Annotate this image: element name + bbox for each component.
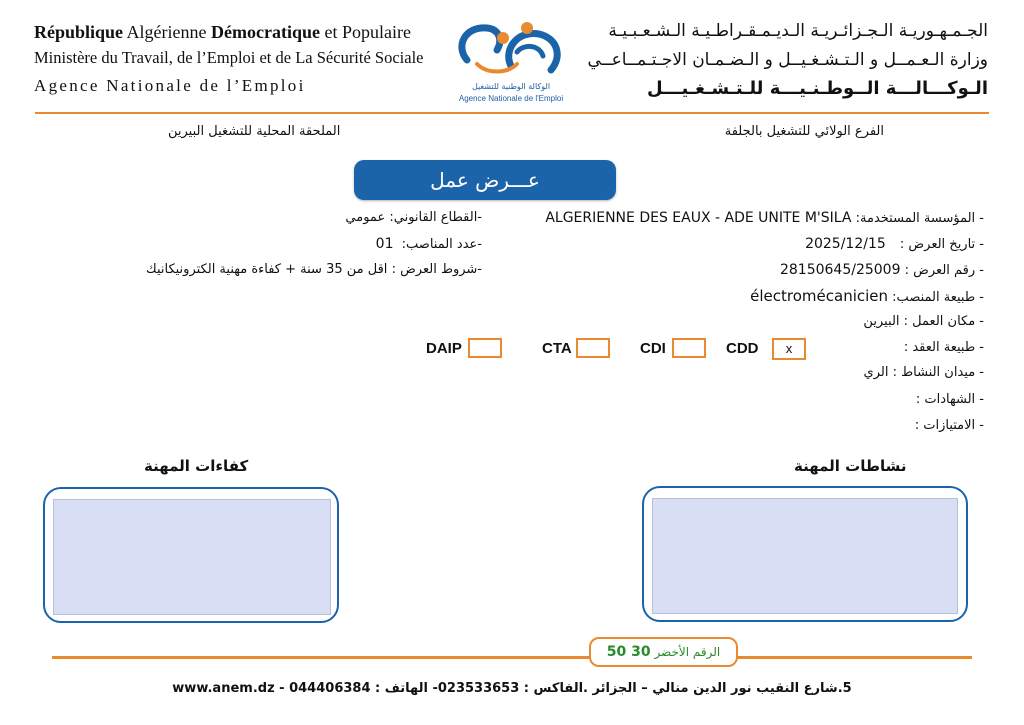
activity-label: - ميدان النشاط : [892, 365, 984, 380]
regional-branch: الفرع الولائي للتشغيل بالجلفة [724, 124, 884, 139]
footer-contact: 5.شارع النقيب نور الدين منالي – الجزائر .الفاكس : 023533653- الهاتف : 044406384 - www.anem.dz [172, 681, 852, 696]
offer-number-label: - رقم العرض : [904, 263, 984, 278]
contract-type-label: - طبيعة العقد : [903, 340, 984, 355]
green-number-box [589, 637, 738, 667]
employer-label: - المؤسسة المستخدمة: [855, 211, 984, 226]
job-offer-title: عـــرض عمل [354, 160, 616, 200]
offer-date-field [805, 236, 984, 252]
job-nature-value: électromécanicien [750, 287, 889, 305]
anem-logo-icon [447, 16, 575, 82]
skills-title: كفاءات المهنة [144, 457, 249, 475]
header-fr-ministry: Ministère du Travail, de l’Emploi et de La Sécurité Sociale [34, 48, 424, 67]
logo-arabic-text: الوكالة الوطنية للتشغيل [471, 82, 551, 91]
job-nature-field [750, 287, 984, 305]
work-place-field [863, 314, 984, 329]
offer-date-label: - تاريخ العرض : [899, 237, 984, 252]
green-number-label: الرقم الأخضر [654, 645, 721, 659]
activities-box [642, 486, 968, 622]
offer-number-value: 28150645/25009 [779, 262, 901, 278]
cdd-label: CDD [726, 340, 759, 357]
work-place-value: البيرين [863, 314, 900, 329]
conditions-label: -شروط العرض : [391, 262, 482, 277]
green-number-value: 30 50 [606, 644, 651, 660]
header-ar-republic: الجـمـهـوريـة الـجـزائـريـة الـديـمـقـراطـيـة الـشـعـبـيـة [608, 21, 988, 41]
activity-field [864, 365, 984, 380]
conditions-field [146, 262, 482, 277]
daip-label: DAIP [426, 340, 462, 357]
offer-number-field [780, 262, 984, 278]
conditions-value: اقل من 35 سنة + كفاءة مهنية الكترونيكانيك [146, 262, 388, 277]
offer-date-value: 2025/12/15 [805, 236, 886, 252]
anem-logo [447, 16, 575, 108]
logo-french-text: Agence Nationale de l'Emploi [458, 94, 564, 103]
skills-content-area[interactable] [53, 499, 331, 615]
header-fr-republic: République Algérienne Démocratique et Populaire [34, 22, 411, 42]
positions-value: 01 [375, 236, 394, 252]
cta-checkbox[interactable] [576, 338, 610, 358]
work-place-label: - مكان العمل : [903, 314, 984, 329]
certificates-label: - الشهادات : [915, 392, 984, 407]
daip-checkbox[interactable] [468, 338, 502, 358]
privileges-label: - الامتيازات : [914, 418, 984, 433]
positions-label: -عدد المناصب: [401, 237, 482, 252]
job-nature-label: - طبيعة المنصب: [892, 290, 984, 305]
cdd-checkbox[interactable]: x [772, 338, 806, 360]
skills-box [43, 487, 339, 623]
activity-value: الري [863, 365, 889, 380]
cdi-checkbox[interactable] [672, 338, 706, 358]
header-ar-ministry: وزارة الـعـمــل و الـتـشـغـيــل و الـضـمـان الاجـتـمــاعــي [587, 50, 988, 70]
local-annex: الملحقة المحلية للتشغيل البيرين [168, 124, 341, 139]
legal-sector-field [345, 210, 482, 225]
cta-label: CTA [542, 340, 572, 357]
activities-title: نشاطات المهنة [794, 457, 907, 475]
header-divider [35, 112, 989, 114]
activities-content-area[interactable] [652, 498, 958, 614]
header-ar-agency: الـوكـــالـــة الــوطـنـيـــة للـتـشـغـيـــل [647, 78, 988, 99]
positions-field [376, 236, 482, 252]
employer-value: ALGERIENNE DES EAUX - ADE UNITE M'SILA [545, 210, 852, 226]
cdi-label: CDI [640, 340, 666, 357]
legal-sector-value: عمومي [345, 210, 386, 225]
footer-divider [52, 656, 972, 659]
legal-sector-label: -القطاع القانوني: [389, 210, 482, 225]
employer-field [545, 210, 984, 226]
header-fr-agency: Agence Nationale de l’Emploi [34, 76, 306, 95]
